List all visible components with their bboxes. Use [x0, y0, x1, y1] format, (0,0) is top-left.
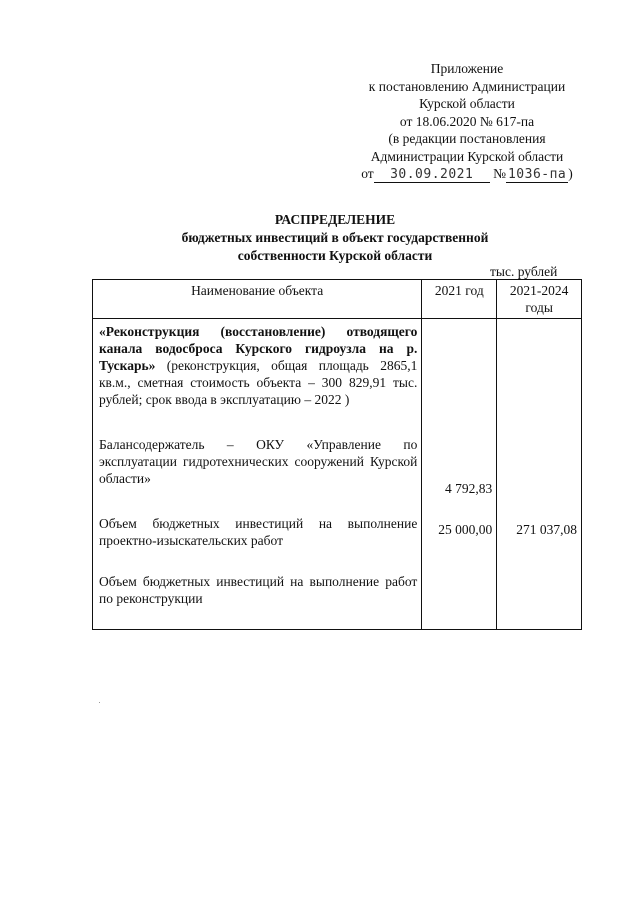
appendix-header [352, 60, 582, 183]
title-sub-2: собственности Курской области [237, 248, 433, 263]
table-row [93, 319, 582, 630]
units-label: тыс. рублей [490, 264, 558, 279]
appendix-revision-authority-line: Администрации Курской области [370, 148, 564, 164]
closing-bracket: ) [568, 166, 573, 181]
document-title [100, 211, 570, 265]
appendix-label: Приложение [430, 61, 504, 76]
object-description-cell [93, 319, 422, 630]
revision-number: 1036-па [507, 167, 567, 182]
object-details: (реконструкция, общая площадь 2865,1 кв.м., сметная стоимость объекта – 300 829,91 тыс. рублей; срок ввода в эксплуатацию – 2022 ) [99, 358, 418, 407]
number-prefix: № [493, 166, 506, 181]
design-survey-2021-2024-value [503, 480, 577, 497]
date-prefix: от [361, 166, 374, 181]
title-main: РАСПРЕДЕЛЕНИЕ [274, 212, 396, 227]
appendix-ref-line: к постановлению Администрации [368, 78, 566, 94]
header-year-2021: 2021 год [422, 280, 497, 319]
scan-speck [99, 702, 100, 703]
appendix-region-line: Курской области [419, 96, 515, 111]
revision-date-number-line [352, 165, 582, 183]
table-header-row [93, 280, 582, 319]
design-survey-2021-value: 4 792,83 [445, 481, 493, 496]
reconstruction-2021-value: 25 000,00 [438, 522, 493, 537]
header-years-2021-2024: 2021-2024 годы [497, 280, 582, 319]
object-description [99, 323, 417, 408]
appendix-revision-line: (в редакции постановления [388, 131, 546, 146]
year-2021-cell [422, 319, 497, 630]
title-sub-1: бюджетных инвестиций в объект государственной [181, 230, 489, 245]
appendix-date-number-line: от 18.06.2020 № 617-па [399, 113, 535, 129]
header-object-name: Наименование объекта [93, 280, 422, 319]
object-name: «Реконструкция (восстановление) отводящего канала водосброса Курского гидроузла на р. Тускарь» [99, 324, 418, 373]
investment-table [92, 279, 582, 630]
reconstruction-2021-2024-value: 271 037,08 [516, 522, 577, 537]
reconstruction-label: Объем бюджетных инвестиций на выполнение работ по реконструкции [99, 574, 418, 606]
design-survey-label: Объем бюджетных инвестиций на выполнение проектно-изыскательских работ [99, 516, 418, 548]
balance-holder: Балансодержатель – ОКУ «Управление по эксплуатации гидротехнических сооружений Курской области» [99, 437, 418, 486]
revision-date: 30.09.2021 [374, 168, 490, 183]
years-2021-2024-cell [497, 319, 582, 630]
